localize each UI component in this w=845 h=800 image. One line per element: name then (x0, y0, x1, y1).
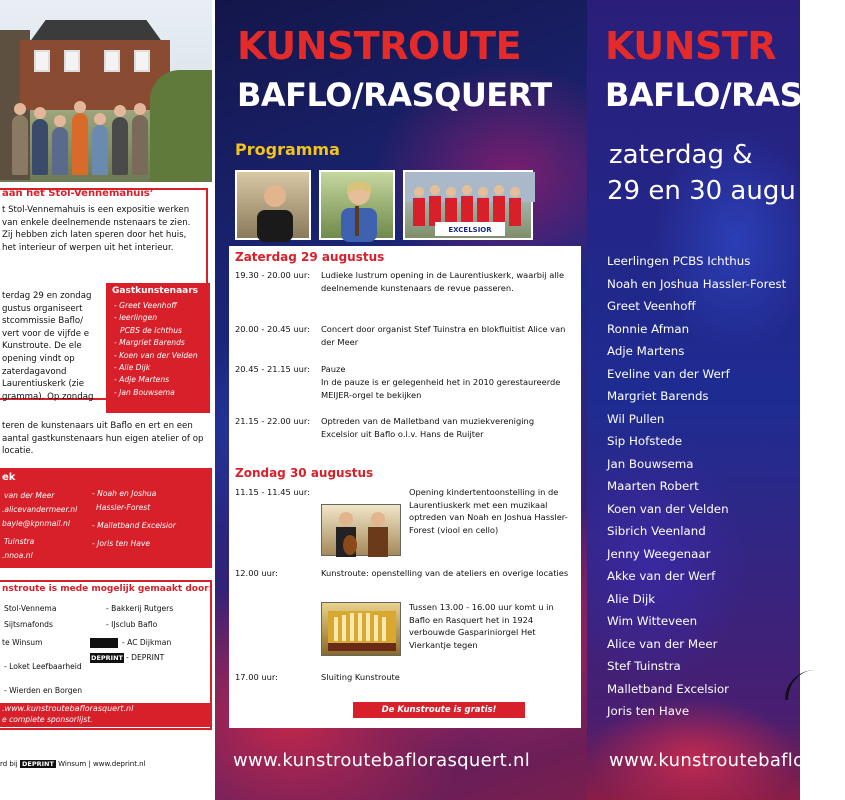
event-text: Kunstroute: openstelling van de ateliers en overige locaties (321, 568, 569, 578)
event-time: 21.15 - 22.00 uur: (235, 416, 310, 426)
artist-item: Ronnie Afman (607, 321, 690, 336)
free-admission-banner: De Kunstroute is gratis! (353, 702, 525, 718)
person-head (14, 103, 26, 115)
artist-item: Jenny Weegenaar (607, 546, 711, 561)
event-time: 20.45 - 21.15 uur: (235, 364, 310, 374)
sponsor-site-link[interactable]: .www.kunstroutebaflorasquert.nl (2, 704, 134, 713)
contact-email[interactable]: bayle@kpnmail.nl (2, 519, 70, 528)
artist-item: Wil Pullen (607, 411, 665, 426)
title-kunstroute: KUNSTROUTE (237, 24, 522, 68)
list-item: PCBS de Ichthus (120, 325, 183, 335)
right-footer (587, 728, 845, 800)
stol-title: aan het Stol-Vennemahuis’ (2, 188, 154, 199)
sponsor-item: Stol-Vennema (4, 604, 57, 613)
flutist-silhouette (321, 172, 397, 242)
sponsor-item: - Loket Leefbaarheid (4, 662, 82, 671)
sponsor-item: Sijtsmafonds (4, 620, 53, 629)
gastkunstenaars-list (114, 300, 198, 399)
programma-heading: Programma (235, 140, 340, 159)
person (112, 117, 128, 175)
gastkunstenaars-title: Gastkunstenaars (112, 286, 199, 296)
printer-credit-pre: rd bij (0, 760, 18, 768)
artist-item: Alie Dijk (607, 591, 656, 606)
cello-duo-silhouette (322, 505, 402, 557)
person (92, 125, 108, 175)
artist-item: Margriet Barends (607, 389, 709, 403)
contact-title: ek (2, 472, 16, 483)
left-panel (0, 0, 215, 800)
intro-text: terdag 29 en zondag gustus organiseert stcommissie Baflo/ vert voor de vijfde e Kunstroute. De ele opening vindt op zaterdagavond Laurentiuskerk (zie gramma). Op zondag (2, 291, 94, 402)
sponsor-item: - AC Dijkman (122, 638, 172, 647)
group-photo (0, 0, 212, 182)
artist-item: Malletband Excelsior (607, 681, 730, 696)
sponsor-site-note: e complete sponsorlijst. (2, 715, 93, 724)
title-kunstroute: KUNSTR (605, 24, 776, 68)
window (104, 50, 120, 72)
artist-item: Leerlingen PCBS Ichthus (607, 254, 751, 268)
middle-panel (215, 0, 587, 800)
event-text: Opening kindertentoonstelling in de Laurentiuskerk met een muzikaal optreden van Noah en Joshua Hassler-Forest (viool en cello) (409, 487, 568, 535)
person (72, 113, 88, 175)
printer-credit (0, 760, 146, 768)
middle-footer (215, 728, 587, 800)
artist-item: Adje Martens (607, 344, 685, 358)
banner-text: EXCELSIOR (448, 226, 492, 234)
decorative-swoosh (785, 670, 825, 700)
window (34, 50, 50, 72)
organist-silhouette (237, 172, 313, 242)
event-text: Optreden van de Malletband van muziekvereniging Excelsior uit Baflo o.l.v. Hans de Ruijter (321, 416, 535, 439)
artist-item: Noah en Joshua Hassler-Forest (607, 276, 787, 291)
artist-list (607, 250, 786, 723)
person (32, 119, 48, 175)
event-time: 19.30 - 20.00 uur: (235, 270, 310, 280)
artist-item: Sip Hofstede (607, 434, 683, 448)
event-text: In de pauze is er gelegenheid het in 2010 gerestaureerde MEIJER-orgel te bekijken (321, 377, 561, 400)
sponsor-site-box (0, 703, 212, 727)
date-line-days: zaterdag & (609, 140, 753, 170)
website-link[interactable]: www.kunstroutebaflorasquert.nl (233, 750, 531, 771)
artist-item: Maarten Robert (607, 479, 699, 493)
artist-item: Koen van der Velden (607, 501, 729, 516)
gastkunstenaars-box (106, 283, 210, 413)
organ-silhouette (322, 603, 402, 657)
photo-cello-duo (321, 504, 401, 556)
people-group (10, 95, 160, 175)
contact-link[interactable]: .nnoa.nl (2, 551, 33, 560)
contact-right-line: - Malletband Excelsior (92, 521, 176, 530)
sunday-heading: Zondag 30 augustus (235, 466, 374, 480)
list-item: - Margriet Barends (114, 338, 185, 348)
saturday-heading: Zaterdag 29 augustus (235, 250, 385, 264)
stol-description: t Stol-Vennemahuis is een expositie werken van enkele deelnemende nstenaars te zien. Zij hebben zich laten speren door het huis, het interieur of werpen uit het interieur. (2, 205, 191, 253)
contact-link[interactable]: .alicevandermeer.nl (2, 505, 78, 514)
list-item: - Alie Dijk (114, 363, 151, 373)
contact-box (0, 468, 212, 568)
list-item: - Jan Bouwsema (114, 387, 175, 397)
person-head (114, 105, 126, 117)
artist-item: Stef Tuinstra (607, 659, 681, 673)
event-time: 11.15 - 11.45 uur: (235, 487, 310, 497)
ac-dijkman-logo (90, 638, 118, 648)
sponsor-item: te Winsum (2, 638, 43, 647)
artist-item: Akke van der Werf (607, 569, 716, 583)
photo-gasparini-organ (321, 602, 401, 656)
malletband-silhouette (405, 172, 535, 242)
deprint-logo: DEPRINT (91, 654, 123, 662)
event-text: Concert door organist Stef Tuinstra en blokfluitist Alice van der Meer (321, 324, 566, 347)
event-text: Pauze (321, 364, 346, 374)
printer-credit-post[interactable]: Winsum | www.deprint.nl (58, 760, 146, 768)
date-line-dates: 29 en 30 augu (607, 176, 796, 206)
event-time: 17.00 uur: (235, 672, 278, 682)
contact-line: van der Meer (4, 491, 55, 500)
artist-item: Eveline van der Werf (607, 366, 730, 381)
sponsor-title: nstroute is mede mogelijk gemaakt door: (2, 584, 213, 594)
contact-right-line: - Noah en Joshua (92, 489, 157, 498)
sponsor-item: - IJsclub Baflo (106, 620, 158, 629)
photo-malletband (403, 170, 533, 240)
deprint-badge: DEPRINT (22, 760, 54, 768)
window (134, 50, 150, 72)
artist-item: Sibrich Veenland (607, 524, 706, 538)
artist-item: Jan Bouwsema (607, 456, 694, 471)
list-item: - Greet Veenhoff (114, 301, 177, 310)
artist-item: Alice van der Meer (607, 636, 718, 651)
list-item: - Adje Martens (114, 375, 170, 385)
contact-right-line: - Joris ten Have (92, 539, 151, 548)
person (132, 115, 148, 175)
event-text: Sluiting Kunstroute (321, 672, 400, 682)
photo-flutist (319, 170, 395, 240)
intro-text-continued: teren de kunstenaars uit Baflo en ert en een aantal gastkunstenaars hun eigen atelier of op locatie. (2, 421, 204, 457)
sponsor-item: - DEPRINT (126, 653, 165, 662)
window (64, 50, 80, 72)
event-time: 12.00 uur: (235, 568, 278, 578)
person-head (134, 103, 146, 115)
right-panel (587, 0, 845, 800)
contact-right-line: Hassler-Forest (96, 503, 151, 512)
event-time: 20.00 - 20.45 uur: (235, 324, 310, 334)
title-baflo-rasquert: BAFLO/RASQUERT (237, 76, 552, 114)
event-text: Tussen 13.00 - 16.00 uur komt u in Baflo en Rasquert het in 1924 verbouwde Gaspariniorgel Het Vierkantje tegen (409, 602, 554, 650)
artist-item: Wim Witteveen (607, 614, 698, 628)
artist-item: Greet Veenhoff (607, 299, 696, 313)
list-item: - Koen van der Velden (114, 350, 198, 360)
artist-item: Joris ten Have (607, 704, 690, 718)
sponsor-item: - Wierden en Borgen (4, 686, 83, 695)
event-text: Ludieke lustrum opening in de Laurentiuskerk, waarbij alle deelnemende kunstenaars de revue passeren. (321, 270, 565, 293)
person-head (74, 101, 86, 113)
list-item: - leerlingen (114, 313, 158, 323)
person (52, 127, 68, 175)
website-link[interactable]: www.kunstroutebaflorasq (609, 750, 845, 771)
person (12, 115, 28, 175)
photo-organist (235, 170, 311, 240)
program-panel (229, 246, 581, 728)
title-baflo-rasquert: BAFLO/RAS (605, 76, 803, 114)
person-head (54, 115, 66, 127)
person-head (94, 113, 106, 125)
contact-line: Tuinstra (4, 537, 35, 546)
person-head (34, 107, 46, 119)
sponsor-item: - Bakkerij Rutgers (106, 604, 174, 613)
